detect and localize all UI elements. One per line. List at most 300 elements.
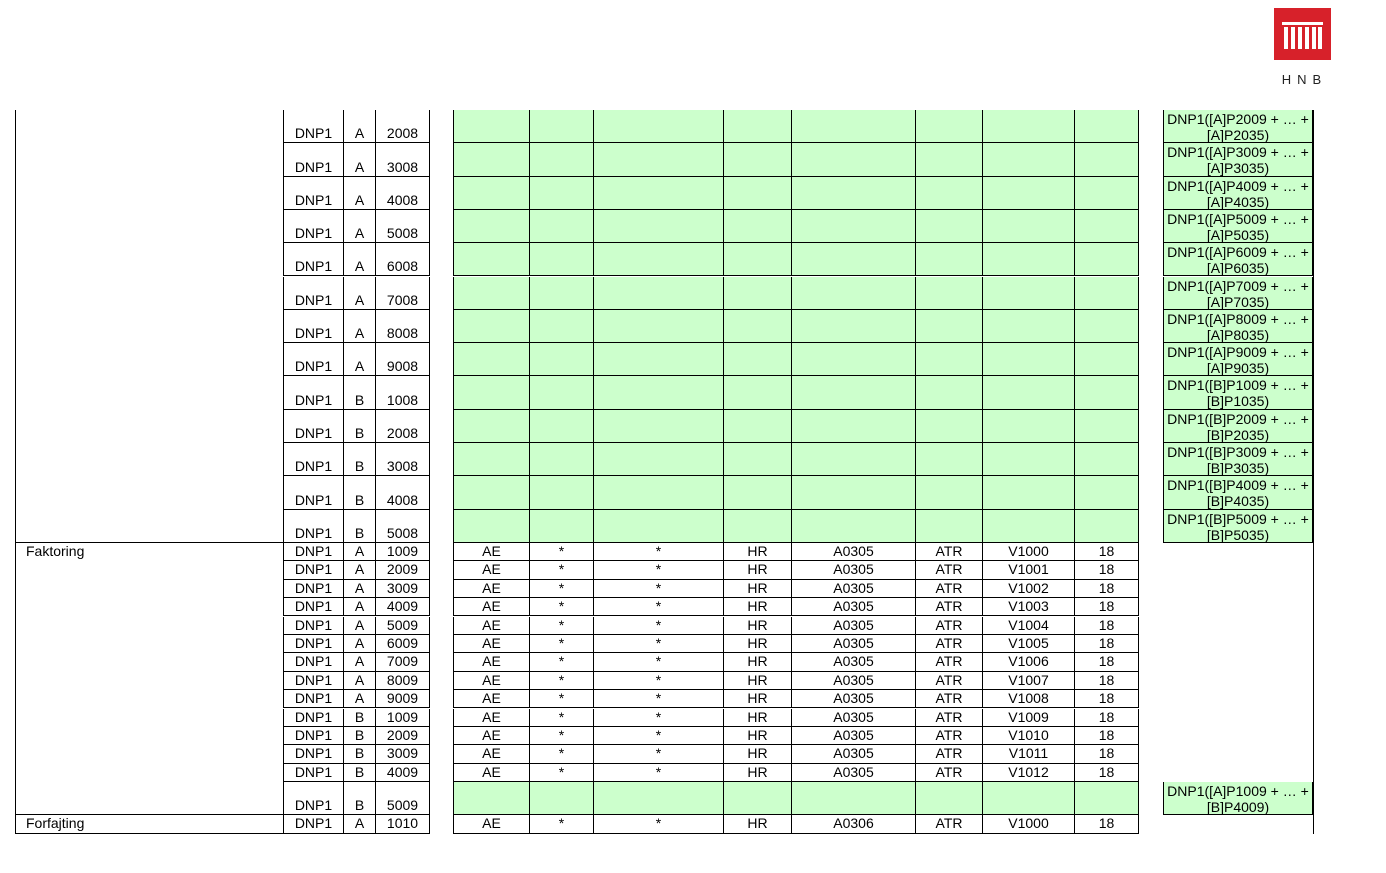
empty-value-cell (915, 310, 982, 343)
empty-value-cell (723, 476, 791, 509)
empty-value-cell (529, 443, 593, 476)
row-group: A (343, 143, 375, 176)
empty-value-cell (529, 243, 593, 276)
value-cell: 18 (1074, 580, 1139, 598)
value-cell: * (529, 745, 593, 763)
value-cell: 18 (1074, 709, 1139, 727)
logo-text: HNB (1281, 72, 1328, 87)
empty-value-cell (791, 410, 915, 443)
column-divider (429, 782, 430, 815)
empty-value-cell (453, 243, 529, 276)
empty-value-cell (453, 310, 529, 343)
empty-value-cell (529, 343, 593, 376)
row-num: 7008 (375, 277, 429, 310)
empty-value-cell (593, 343, 723, 376)
row-num: 3008 (375, 443, 429, 476)
row-code: DNP1 (283, 443, 343, 476)
value-cell: HR (723, 543, 791, 561)
formula-cell: DNP1([A]P8009 + … + [A]P8035) (1163, 310, 1313, 343)
section-label: Faktoring (15, 543, 283, 816)
row-num: 3009 (375, 745, 429, 763)
row-group: A (343, 815, 375, 833)
formula-cell: DNP1([B]P1009 + … + [B]P1035) (1163, 376, 1313, 409)
empty-value-cell (915, 510, 982, 543)
empty-value-cell (529, 110, 593, 143)
value-cell: * (529, 690, 593, 708)
value-cell: AE (453, 543, 529, 561)
row-num: 1009 (375, 543, 429, 561)
value-cell: AE (453, 580, 529, 598)
value-cell: * (593, 727, 723, 745)
row-group: A (343, 653, 375, 671)
empty-value-cell (723, 376, 791, 409)
row-code: DNP1 (283, 110, 343, 143)
row-group: B (343, 764, 375, 782)
column-divider (429, 476, 430, 509)
empty-value-cell (982, 110, 1074, 143)
empty-value-cell (915, 343, 982, 376)
value-cell: V1001 (982, 561, 1074, 579)
empty-value-cell (529, 782, 593, 815)
value-cell: A0305 (791, 709, 915, 727)
row-num: 6009 (375, 635, 429, 653)
value-cell: HR (723, 635, 791, 653)
row-code: DNP1 (283, 376, 343, 409)
empty-value-cell (915, 782, 982, 815)
value-cell: HR (723, 709, 791, 727)
empty-value-cell (791, 310, 915, 343)
row-num: 1009 (375, 709, 429, 727)
value-cell: * (529, 653, 593, 671)
value-cell: ATR (915, 709, 982, 727)
value-cell: ATR (915, 745, 982, 763)
value-cell: 18 (1074, 764, 1139, 782)
empty-value-cell (1074, 376, 1139, 409)
value-cell: AE (453, 561, 529, 579)
empty-value-cell (982, 782, 1074, 815)
empty-value-cell (453, 443, 529, 476)
value-cell: * (593, 598, 723, 616)
empty-value-cell (1074, 510, 1139, 543)
row-group: A (343, 110, 375, 143)
empty-value-cell (723, 443, 791, 476)
value-cell: * (529, 543, 593, 561)
row-group: A (343, 561, 375, 579)
empty-value-cell (915, 376, 982, 409)
empty-value-cell (1074, 476, 1139, 509)
value-cell: 18 (1074, 543, 1139, 561)
value-cell: V1004 (982, 617, 1074, 635)
value-cell: * (529, 727, 593, 745)
value-cell: HR (723, 745, 791, 763)
empty-value-cell (723, 277, 791, 310)
row-num: 5009 (375, 617, 429, 635)
empty-value-cell (1074, 177, 1139, 210)
value-cell: V1000 (982, 543, 1074, 561)
formula-cell: DNP1([B]P3009 + … + [B]P3035) (1163, 443, 1313, 476)
column-divider (429, 243, 430, 276)
value-cell: V1000 (982, 815, 1074, 833)
empty-value-cell (791, 343, 915, 376)
row-num: 2008 (375, 110, 429, 143)
column-divider (429, 177, 430, 210)
row-code: DNP1 (283, 310, 343, 343)
value-cell: AE (453, 815, 529, 833)
row-code: DNP1 (283, 672, 343, 690)
empty-value-cell (1074, 243, 1139, 276)
empty-value-cell (529, 510, 593, 543)
value-cell: A0305 (791, 764, 915, 782)
empty-value-cell (982, 343, 1074, 376)
value-cell: AE (453, 635, 529, 653)
value-cell: * (529, 598, 593, 616)
formula-cell: DNP1([A]P9009 + … + [A]P9035) (1163, 343, 1313, 376)
row-code: DNP1 (283, 764, 343, 782)
value-cell: V1008 (982, 690, 1074, 708)
empty-value-cell (791, 110, 915, 143)
value-cell: 18 (1074, 745, 1139, 763)
row-group: A (343, 543, 375, 561)
row-code: DNP1 (283, 543, 343, 561)
empty-value-cell (915, 410, 982, 443)
empty-value-cell (1074, 782, 1139, 815)
row-code: DNP1 (283, 617, 343, 635)
value-cell: A0305 (791, 653, 915, 671)
row-num: 1010 (375, 815, 429, 833)
frame-right-border (1313, 815, 1314, 833)
column-divider (429, 343, 430, 376)
value-cell: HR (723, 653, 791, 671)
value-cell: V1010 (982, 727, 1074, 745)
empty-value-cell (593, 177, 723, 210)
row-code: DNP1 (283, 782, 343, 815)
value-cell: V1005 (982, 635, 1074, 653)
row-group: B (343, 443, 375, 476)
empty-value-cell (791, 376, 915, 409)
formula-cell: DNP1([A]P4009 + … + [A]P4035) (1163, 177, 1313, 210)
row-num: 8008 (375, 310, 429, 343)
column-divider (429, 561, 430, 579)
empty-value-cell (453, 143, 529, 176)
empty-value-cell (593, 443, 723, 476)
empty-value-cell (1074, 310, 1139, 343)
formula-cell: DNP1([B]P4009 + … + [B]P4035) (1163, 476, 1313, 509)
formula-cell: DNP1([B]P5009 + … + [B]P5035) (1163, 510, 1313, 543)
column-divider (429, 543, 430, 561)
value-cell: 18 (1074, 815, 1139, 833)
row-group: B (343, 727, 375, 745)
empty-value-cell (723, 343, 791, 376)
row-num: 2008 (375, 410, 429, 443)
empty-value-cell (791, 210, 915, 243)
row-group: A (343, 310, 375, 343)
row-group: B (343, 376, 375, 409)
value-cell: HR (723, 727, 791, 745)
empty-value-cell (723, 210, 791, 243)
row-group: B (343, 410, 375, 443)
empty-value-cell (593, 510, 723, 543)
empty-value-cell (791, 143, 915, 176)
row-num: 5009 (375, 782, 429, 815)
row-code: DNP1 (283, 580, 343, 598)
row-num: 6008 (375, 243, 429, 276)
row-num: 7009 (375, 653, 429, 671)
column-divider (429, 277, 430, 310)
value-cell: * (593, 745, 723, 763)
row-group: A (343, 210, 375, 243)
column-divider (429, 764, 430, 782)
empty-value-cell (593, 782, 723, 815)
formula-cell: DNP1([A]P1009 + … + [B]P4009) (1163, 782, 1313, 815)
formula-cell: DNP1([A]P3009 + … + [A]P3035) (1163, 143, 1313, 176)
empty-value-cell (593, 243, 723, 276)
row-num: 2009 (375, 561, 429, 579)
row-code: DNP1 (283, 690, 343, 708)
empty-value-cell (453, 210, 529, 243)
empty-value-cell (982, 310, 1074, 343)
row-num: 1008 (375, 376, 429, 409)
column-divider (429, 143, 430, 176)
row-group: B (343, 709, 375, 727)
row-code: DNP1 (283, 476, 343, 509)
value-cell: AE (453, 709, 529, 727)
value-cell: ATR (915, 672, 982, 690)
value-cell: A0305 (791, 672, 915, 690)
row-group: A (343, 343, 375, 376)
row-num: 4009 (375, 764, 429, 782)
empty-value-cell (453, 376, 529, 409)
value-cell: * (593, 543, 723, 561)
empty-value-cell (982, 376, 1074, 409)
empty-value-cell (982, 510, 1074, 543)
empty-value-cell (723, 110, 791, 143)
row-group: A (343, 580, 375, 598)
empty-value-cell (723, 177, 791, 210)
empty-value-cell (723, 243, 791, 276)
empty-value-cell (791, 510, 915, 543)
value-cell: HR (723, 764, 791, 782)
empty-value-cell (915, 443, 982, 476)
row-group: B (343, 510, 375, 543)
value-cell: * (529, 764, 593, 782)
value-cell: ATR (915, 764, 982, 782)
row-code: DNP1 (283, 815, 343, 833)
value-cell: V1012 (982, 764, 1074, 782)
value-cell: V1009 (982, 709, 1074, 727)
empty-value-cell (453, 343, 529, 376)
formula-cell: DNP1([A]P2009 + … + [A]P2035) (1163, 110, 1313, 143)
value-cell: AE (453, 617, 529, 635)
value-cell: A0305 (791, 543, 915, 561)
value-cell: * (529, 635, 593, 653)
column-divider (429, 310, 430, 343)
empty-value-cell (1074, 210, 1139, 243)
row-num: 4008 (375, 476, 429, 509)
value-cell: AE (453, 745, 529, 763)
value-cell: HR (723, 690, 791, 708)
row-code: DNP1 (283, 635, 343, 653)
empty-value-cell (791, 476, 915, 509)
row-group: B (343, 782, 375, 815)
row-code: DNP1 (283, 510, 343, 543)
empty-value-cell (915, 476, 982, 509)
value-cell: 18 (1074, 653, 1139, 671)
formula-cell: DNP1([A]P7009 + … + [A]P7035) (1163, 277, 1313, 310)
empty-value-cell (915, 277, 982, 310)
empty-value-cell (1074, 343, 1139, 376)
section-label (15, 110, 283, 543)
row-num: 3009 (375, 580, 429, 598)
value-cell: AE (453, 672, 529, 690)
empty-value-cell (982, 210, 1074, 243)
value-cell: A0306 (791, 815, 915, 833)
value-cell: ATR (915, 690, 982, 708)
value-cell: A0305 (791, 727, 915, 745)
value-cell: ATR (915, 727, 982, 745)
column-divider (429, 410, 430, 443)
value-cell: HR (723, 815, 791, 833)
column-divider (429, 110, 430, 143)
value-cell: AE (453, 727, 529, 745)
empty-value-cell (529, 210, 593, 243)
value-cell: 18 (1074, 561, 1139, 579)
row-group: A (343, 672, 375, 690)
row-num: 5008 (375, 210, 429, 243)
empty-value-cell (593, 277, 723, 310)
empty-value-cell (529, 310, 593, 343)
row-code: DNP1 (283, 210, 343, 243)
empty-value-cell (915, 243, 982, 276)
value-cell: 18 (1074, 672, 1139, 690)
empty-value-cell (593, 310, 723, 343)
empty-value-cell (723, 143, 791, 176)
column-divider (429, 510, 430, 543)
empty-value-cell (453, 510, 529, 543)
value-cell: A0305 (791, 580, 915, 598)
value-cell: V1007 (982, 672, 1074, 690)
row-code: DNP1 (283, 343, 343, 376)
empty-value-cell (982, 243, 1074, 276)
empty-value-cell (791, 243, 915, 276)
column-divider (429, 815, 430, 833)
value-cell: * (529, 672, 593, 690)
empty-value-cell (453, 476, 529, 509)
value-cell: * (593, 709, 723, 727)
row-num: 2009 (375, 727, 429, 745)
empty-value-cell (1074, 443, 1139, 476)
value-cell: ATR (915, 580, 982, 598)
row-code: DNP1 (283, 143, 343, 176)
value-cell: A0305 (791, 745, 915, 763)
empty-value-cell (529, 277, 593, 310)
value-cell: ATR (915, 815, 982, 833)
value-cell: * (593, 690, 723, 708)
formula-cell: DNP1([A]P5009 + … + [A]P5035) (1163, 210, 1313, 243)
value-cell: AE (453, 653, 529, 671)
value-cell: * (593, 635, 723, 653)
empty-value-cell (791, 177, 915, 210)
empty-value-cell (529, 476, 593, 509)
column-divider (429, 672, 430, 690)
row-code: DNP1 (283, 277, 343, 310)
value-cell: HR (723, 561, 791, 579)
empty-value-cell (593, 410, 723, 443)
empty-value-cell (982, 410, 1074, 443)
empty-value-cell (593, 476, 723, 509)
column-divider (429, 443, 430, 476)
value-cell: * (529, 709, 593, 727)
column-divider (429, 635, 430, 653)
value-cell: * (529, 561, 593, 579)
row-code: DNP1 (283, 177, 343, 210)
row-num: 9009 (375, 690, 429, 708)
empty-value-cell (1074, 277, 1139, 310)
row-code: DNP1 (283, 243, 343, 276)
row-code: DNP1 (283, 727, 343, 745)
empty-value-cell (791, 277, 915, 310)
row-code: DNP1 (283, 709, 343, 727)
column-divider (429, 653, 430, 671)
empty-value-cell (915, 110, 982, 143)
empty-value-cell (593, 110, 723, 143)
value-cell: V1006 (982, 653, 1074, 671)
value-cell: A0305 (791, 598, 915, 616)
value-cell: 18 (1074, 727, 1139, 745)
empty-value-cell (529, 410, 593, 443)
empty-value-cell (915, 210, 982, 243)
row-group: A (343, 598, 375, 616)
empty-value-cell (453, 782, 529, 815)
row-group: A (343, 177, 375, 210)
value-cell: 18 (1074, 598, 1139, 616)
value-cell: 18 (1074, 617, 1139, 635)
empty-value-cell (982, 177, 1074, 210)
row-group: A (343, 617, 375, 635)
empty-value-cell (1074, 410, 1139, 443)
empty-value-cell (453, 177, 529, 210)
value-cell: AE (453, 764, 529, 782)
empty-value-cell (453, 410, 529, 443)
row-group: A (343, 277, 375, 310)
column-divider (429, 727, 430, 745)
row-code: DNP1 (283, 745, 343, 763)
empty-value-cell (982, 443, 1074, 476)
value-cell: * (593, 672, 723, 690)
value-cell: A0305 (791, 690, 915, 708)
column-divider (429, 210, 430, 243)
row-group: A (343, 243, 375, 276)
column-divider (429, 580, 430, 598)
value-cell: ATR (915, 561, 982, 579)
value-cell: V1011 (982, 745, 1074, 763)
empty-value-cell (529, 376, 593, 409)
value-cell: * (529, 815, 593, 833)
frame-right-border (1313, 543, 1314, 816)
empty-value-cell (723, 310, 791, 343)
row-num: 9008 (375, 343, 429, 376)
empty-value-cell (915, 177, 982, 210)
empty-value-cell (529, 143, 593, 176)
empty-value-cell (1074, 110, 1139, 143)
value-cell: AE (453, 690, 529, 708)
column-divider (429, 617, 430, 635)
empty-value-cell (723, 782, 791, 815)
value-cell: A0305 (791, 617, 915, 635)
value-cell: ATR (915, 598, 982, 616)
value-cell: V1002 (982, 580, 1074, 598)
section-label: Forfajting (15, 815, 283, 833)
empty-value-cell (723, 510, 791, 543)
